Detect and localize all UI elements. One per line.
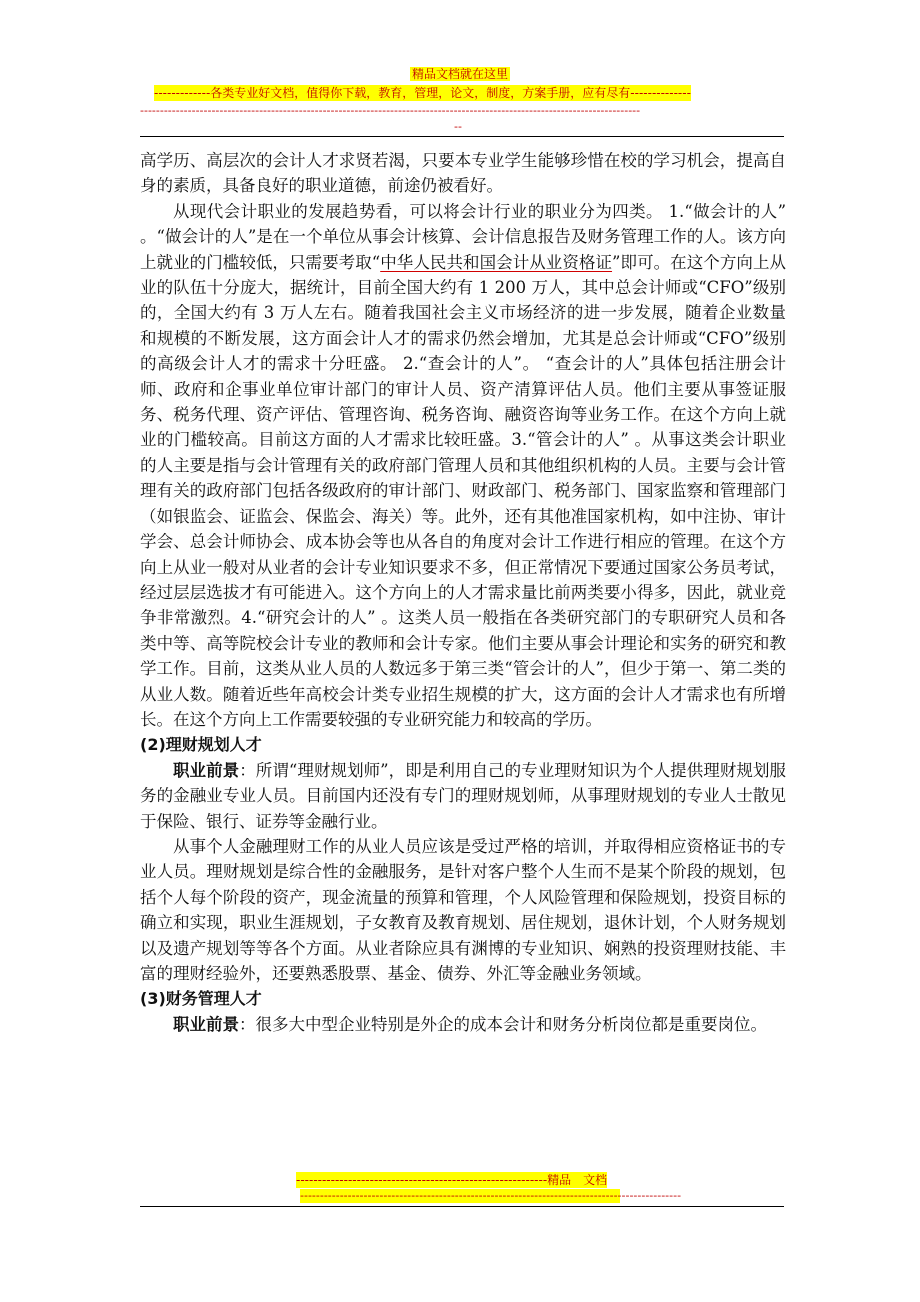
paragraph-5-label: 职业前景 xyxy=(173,1014,239,1034)
paragraph-3-label: 职业前景 xyxy=(173,760,240,780)
paragraph-3-text: ：所谓“理财规划师”，即是利用自己的专业理财知识为个人提供理财规划服务的金融业专业人员。目前国内还没有专门的理财规划师，从事理财规划的专业人士散见于保险、银行、证券等金融行业。 xyxy=(140,760,787,831)
footer-dashes: ------------------------------------------------------------------------------------------------ xyxy=(300,1189,682,1202)
paragraph-2 xyxy=(140,199,786,733)
paragraph-5 xyxy=(140,1012,786,1037)
footer-rule xyxy=(140,1206,784,1207)
header-title-text: 精品文档就在这里 xyxy=(411,67,508,81)
section-heading-3: (3)财务管理人才 xyxy=(140,989,262,1009)
section-heading-2: (2)理财规划人才 xyxy=(140,735,262,755)
paragraph-4: 从事个人金融理财工作的从业人员应该是受过严格的培训，并取得相应资格证书的专业人员。理财规划是综合性的金融服务，是针对客户整个人生而不是某个阶段的规划，包括个人每个阶段的资产，现金流量的预算和管理，个人风险管理和保险规划，投资目标的确立和实现，职业生涯规划，子女教育及教育规划、居住规划，退休计划，个人财务规划以及遗产规划等等各个方面。从业者除应具有渊博的专业知识、娴熟的投资理财技能、丰富的理财经验外，还要熟悉股票、基金、债券、外汇等金融业务领域。 xyxy=(140,836,786,983)
footer-label: ----------------------------------------------------------精品 文档 xyxy=(296,1173,608,1187)
paragraph-2-part-1: 从现代会计职业的发展趋势看，可以将会计行业的职业分为四类。 1.“做会计的人” 。“做会计的人”是在一个单位从事会计核算、会计信息报告及财务管理工作的人。该方向上就业的门槛较低，只需要考取“ xyxy=(140,201,786,272)
header-dashes-end: -- xyxy=(454,120,462,133)
paragraph-3 xyxy=(140,758,786,834)
certificate-link[interactable]: 中华人民共和国会计从业资格证 xyxy=(380,252,613,272)
document-body xyxy=(140,148,786,1037)
header-title xyxy=(0,66,920,82)
header-banner: -------------各类专业好文档，值得你下载，教育，管理，论文，制度，方案手册，应有尽有-------------- xyxy=(154,86,691,100)
header-dashes: ------------------------------------------------------------------------------------------------------------------------------ xyxy=(140,104,641,117)
paragraph-5-text: ：很多大中型企业特别是外企的成本会计和财务分析岗位都是重要岗位。 xyxy=(239,1014,767,1034)
paragraph-2-part-2: ”即可。在这个方向上从业的队伍十分庞大，据统计，目前全国大约有 1 200 万人，其中总会计师或“CFO”级别的，全国大约有 3 万人左右。随着我国社会主义市场经济的进一步发展，随着企业数量和规模的不断发展，这方面会计人才的需求仍然会增加，尤其是总会计师或“CFO”级别的高级会计人才的需求十分旺盛。 2.“查会计的人”。 “查会计的人”具体包括注册会计师、政府和企事业单位审计部门的审计人员、资产清算评估人员。他们主要从事签证服务、税务代理、资产评估、管理咨询、税务咨询、融资咨询等业务工作。在这个方向上就业的门槛较高。目前这方面的人才需求比较旺盛。3.“管会计的人” 。从事这类会计职业的人主要是指与会计管理有关的政府部门管理人员和其他组织机构的人员。主要与会计管理有关的政府部门包括各级政府的审计部门、财政部门、税务部门、国家监察和管理部门（如银监会、证监会、保监会、海关）等。此外，还有其他准国家机构，如中注协、审计学会、总会计师协会、成本协会等也从各自的角度对会计工作进行相应的管理。在这个方向上从业一般对从业者的会计专业知识要求不多，但正常情况下要通过国家公务员考试，经过层层选拔才有可能进入。这个方向上的人才需求量比前两类要小得多，因此，就业竞争非常激烈。4.“研究会计的人” 。这类人员一般指在各类研究部门的专职研究人员和各类中等、高等院校会计专业的教师和会计专家。他们主要从事会计理论和实务的研究和教学工作。目前，这类从业人员的人数远多于第三类“管会计的人”，但少于第一、第二类的从业人数。随着近些年高校会计类专业招生规模的扩大，这方面的会计人才需求也有所增长。在这个方向上工作需要较强的专业研究能力和较高的学历。 xyxy=(140,252,787,729)
header-rule xyxy=(140,136,784,137)
paragraph-1: 高学历、高层次的会计人才求贤若渴，只要本专业学生能够珍惜在校的学习机会，提高自身的素质，具备良好的职业道德，前途仍被看好。 xyxy=(140,151,786,196)
